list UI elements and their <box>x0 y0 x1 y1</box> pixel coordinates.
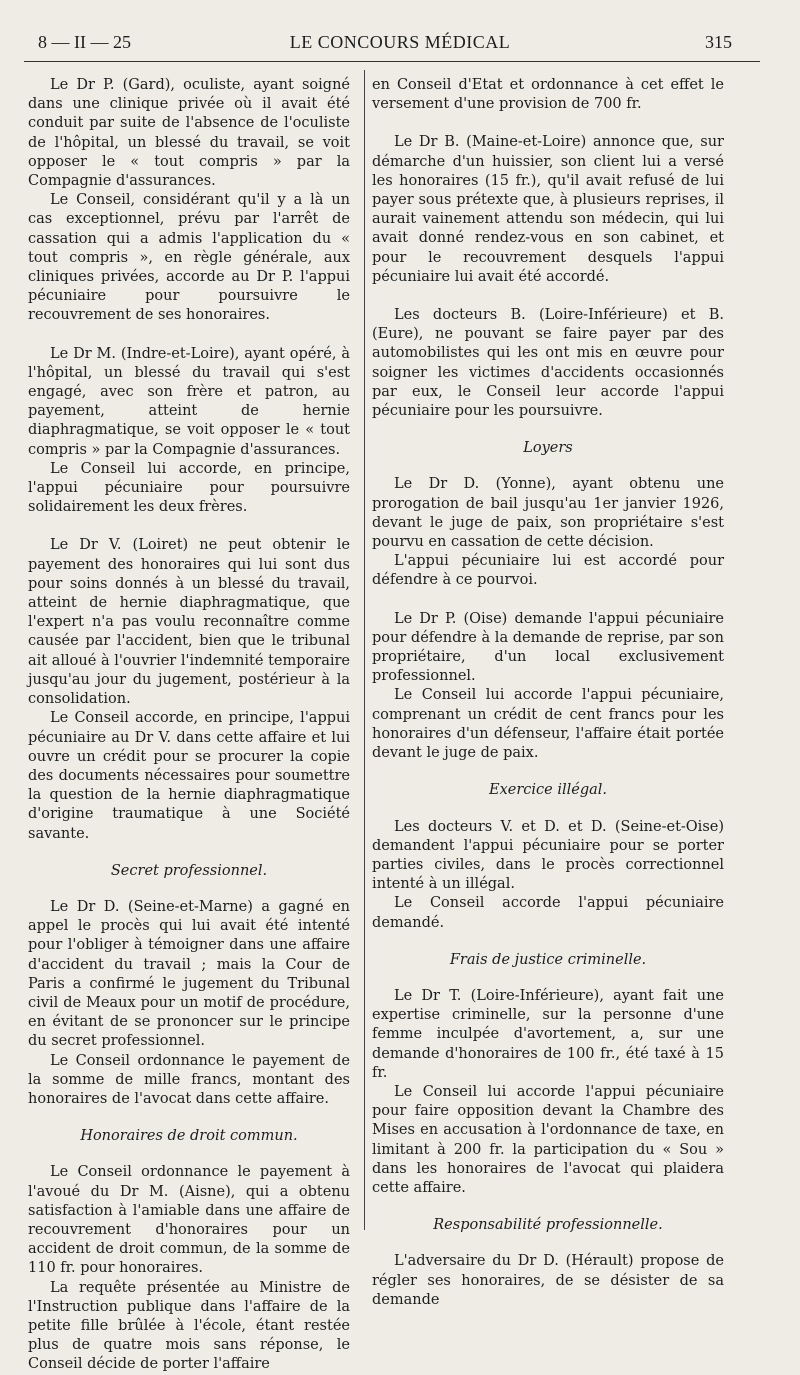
paragraph: Le Conseil accorde l'appui pécuniaire demandé. <box>372 895 724 931</box>
right-column <box>372 76 724 1310</box>
paragraph: La requête présentée au Ministre de l'Instruction publique dans l'affaire de la petite fille brûlée à l'école, étant restée plus de quatre mois sans réponse, le Conseil décide de porter l'affaire <box>28 1279 350 1373</box>
paragraph: Le Conseil ordonnance le payement de la somme de mille francs, montant des honoraires de l'avocat dans cette affaire. <box>28 1052 350 1107</box>
paragraph: Le Conseil lui accorde l'appui pécuniaire pour faire opposition devant la Chambre des Mises en accusation à l'ordonnance de taxe, en limitant à 200 fr. la participation du « Sou » dans les honoraires de l'avocat qui plaidera cette affaire. <box>372 1083 724 1196</box>
paragraph: Le Conseil accorde, en principe, l'appui pécuniaire au Dr V. dans cette affaire et lui ouvre un crédit pour se procurer la copie des documents nécessaires pour soumettre la question de la hernie diaphragmatique d'origine traumatique à une Société savante. <box>28 710 350 842</box>
journal-title: LE CONCOURS MÉDICAL <box>289 32 511 52</box>
issue-date: 8 — II — 25 <box>38 32 131 52</box>
paragraph: Le Dr T. (Loire-Inférieure), ayant fait une expertise criminelle, sur la personne d'une femme inculpée d'avortement, a, sur une demande d'honoraires de 100 fr., été taxé à 15 fr. <box>372 987 724 1081</box>
paragraph: Le Dr P. (Oise) demande l'appui pécuniaire pour défendre à la demande de reprise, par son propriétaire, d'un local exclusivement professionnel. <box>372 610 724 685</box>
paragraph: Le Dr B. (Maine-et-Loire) annonce que, sur démarche d'un huissier, son client lui a versé les honoraires (15 fr.), qu'il avait refusé de lui payer sous prétexte que, à plusieurs reprises, il aurait vainement attendu son médecin, qui lui avait donné rendez-vous en son cabinet, et pour le recouvrement desquels l'appui pécuniaire lui avait été accordé. <box>372 134 724 285</box>
paragraph: L'appui pécuniaire lui est accordé pour défendre à ce pourvoi. <box>372 553 724 589</box>
section-heading-honoraires: Honoraires de droit commun. <box>80 1128 298 1145</box>
running-header <box>0 26 800 66</box>
paragraph: Le Dr D. (Seine-et-Marne) a gagné en appel le procès qui lui avait été intenté pour l'obliger à témoigner dans une affaire d'accident du travail ; mais la Cour de Paris a confirmé le jugement du Tribunal civil de Meaux pour un motif de procédure, en évitant de se prononcer sur le principe du secret professionnel. <box>28 898 350 1050</box>
paragraph: Le Dr V. (Loiret) ne peut obtenir le payement des honoraires qui lui sont dus pour soins donnés à un blessé du travail, atteint de hernie diaphragmatique, que l'expert n'a pas voulu reconnaître comme causée par l'accident, bien que le tribunal ait alloué à l'ouvrier l'indemnité temporaire jusqu'au jour du jugement, postérieur à la consolidation. <box>28 537 350 708</box>
paragraph: L'adversaire du Dr D. (Hérault) propose de régler ses honoraires, de se désister de sa demande <box>372 1253 724 1308</box>
left-column <box>28 76 350 1375</box>
paragraph: Les docteurs V. et D. et D. (Seine-et-Oise) demandent l'appui pécuniaire pour se porter parties civiles, dans le procès correctionnel intenté à un illégal. <box>372 818 724 893</box>
section-heading-frais: Frais de justice criminelle. <box>449 951 647 968</box>
paragraph: Le Dr D. (Yonne), ayant obtenu une prorogation de bail jusqu'au 1er janvier 1926, devant le juge de paix, son propriétaire s'est pourvu en cassation de cette décision. <box>372 476 724 551</box>
paragraph: en Conseil d'Etat et ordonnance à cet effet le versement d'une provision de 700 fr. <box>372 77 724 113</box>
paragraph: Le Conseil ordonnance le payement à l'avoué du Dr M. (Aisne), qui a obtenu satisfaction à l'amiable dans une affaire de recouvrement d'honoraires pour un accident de droit commun, de la somme de 110 fr. pour honoraires. <box>28 1164 350 1277</box>
paragraph: Les docteurs B. (Loire-Inférieure) et B. (Eure), ne pouvant se faire payer par des automobilistes qui les ont mis en œuvre pour soigner les victimes d'accidents occasionnés par eux, le Conseil leur accorde l'appui pécuniaire pour les poursuivre. <box>372 307 724 420</box>
paragraph: Le Conseil, considérant qu'il y a là un cas exceptionnel, prévu par l'arrêt de cassation qui a admis l'application du « tout compris », en règle générale, aux cliniques privées, accorde au Dr P. l'appui pécuniaire pour poursuivre le recouvrement de ses honoraires. <box>28 192 350 324</box>
section-heading-exercice: Exercice illégal. <box>488 782 607 799</box>
paragraph: Le Conseil lui accorde l'appui pécuniaire, comprenant un crédit de cent francs pour les honoraires d'un défenseur, l'affaire était portée devant le juge de paix. <box>372 687 724 762</box>
header-rule <box>24 61 760 62</box>
section-heading-responsabilite: Responsabilité professionnelle. <box>433 1217 663 1234</box>
page-number: 315 <box>705 32 732 52</box>
paragraph: Le Conseil lui accorde, en principe, l'appui pécuniaire pour poursuivre solidairement les deux frères. <box>28 460 350 516</box>
column-divider <box>364 70 365 1230</box>
paragraph: Le Dr M. (Indre-et-Loire), ayant opéré, à l'hôpital, un blessé du travail qui s'est engagé, avec son frère et patron, au payement, atteint de hernie diaphragmatique, se voit opposer le « tout compris » par la Compagnie d'assurances. <box>28 345 350 458</box>
section-heading-loyers: Loyers <box>523 440 573 457</box>
paragraph: Le Dr P. (Gard), oculiste, ayant soigné dans une clinique privée où il avait été conduit par suite de l'absence de l'oculiste de l'hôpital, un blessé du travail, se voit opposer le « tout compris » par la Compagnie d'assurances. <box>28 77 350 190</box>
section-heading-secret: Secret professionnel. <box>110 862 268 879</box>
